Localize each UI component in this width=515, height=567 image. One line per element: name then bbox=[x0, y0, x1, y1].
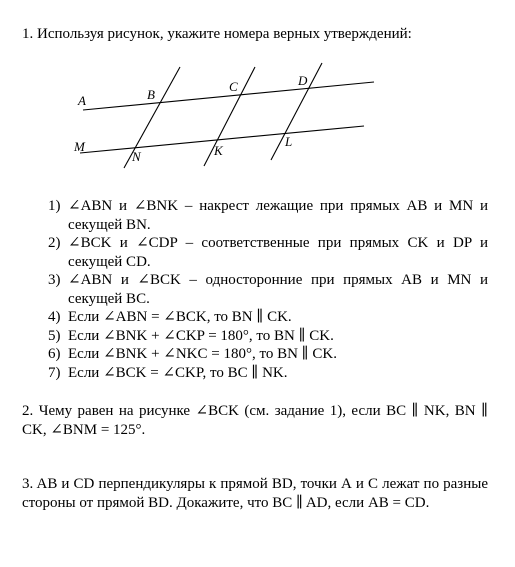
label-n: N bbox=[132, 149, 141, 164]
list-item: 4) Если ∠ABN = ∠BCK, то BN ∥ CK. bbox=[48, 309, 292, 325]
list-item: 2) ∠BCK и ∠CDP – соответственные при прямых CK и DP и секущей CD. bbox=[48, 235, 488, 270]
label-k: K bbox=[214, 143, 223, 158]
list-item: 3) ∠ABN и ∠BCK – односторонние при прямых AB и MN и секущей BC. bbox=[48, 272, 488, 307]
label-a: A bbox=[78, 93, 86, 108]
label-l: L bbox=[285, 134, 293, 149]
list-item: 5) Если ∠BNK + ∠CKP = 180°, то BN ∥ CK. bbox=[48, 327, 334, 344]
task2-text: 2. Чему равен на рисунке ∠BCK (см. задание 1), если BC ∥ NK, BN ∥ CK, ∠BNM = 125°. bbox=[22, 403, 488, 438]
label-b: B bbox=[147, 87, 155, 102]
line-dl bbox=[271, 63, 322, 160]
label-d: D bbox=[298, 73, 308, 88]
list-item: 1) ∠ABN и ∠BNK – накрест лежащие при прямых AB и MN и секущей BN. bbox=[48, 198, 488, 233]
list-item: 7) Если ∠BCK = ∠CKP, то BC ∥ NK. bbox=[48, 364, 288, 381]
task3-text: 3. AB и CD перпендикуляры к прямой BD, точки А и С лежат по разные стороны от прямой BD. Докажите, что BC ∥ AD, если AB = CD. bbox=[22, 476, 488, 511]
list-item: 6) Если ∠BNK + ∠NKC = 180°, то BN ∥ CK. bbox=[48, 346, 337, 362]
label-c: C bbox=[229, 79, 238, 94]
task1-statement-list bbox=[48, 197, 488, 382]
task1-header: 1. Используя рисунок, укажите номера верных утверждений: bbox=[22, 26, 412, 42]
geometry-figure bbox=[0, 0, 515, 200]
label-m: M bbox=[74, 139, 85, 154]
